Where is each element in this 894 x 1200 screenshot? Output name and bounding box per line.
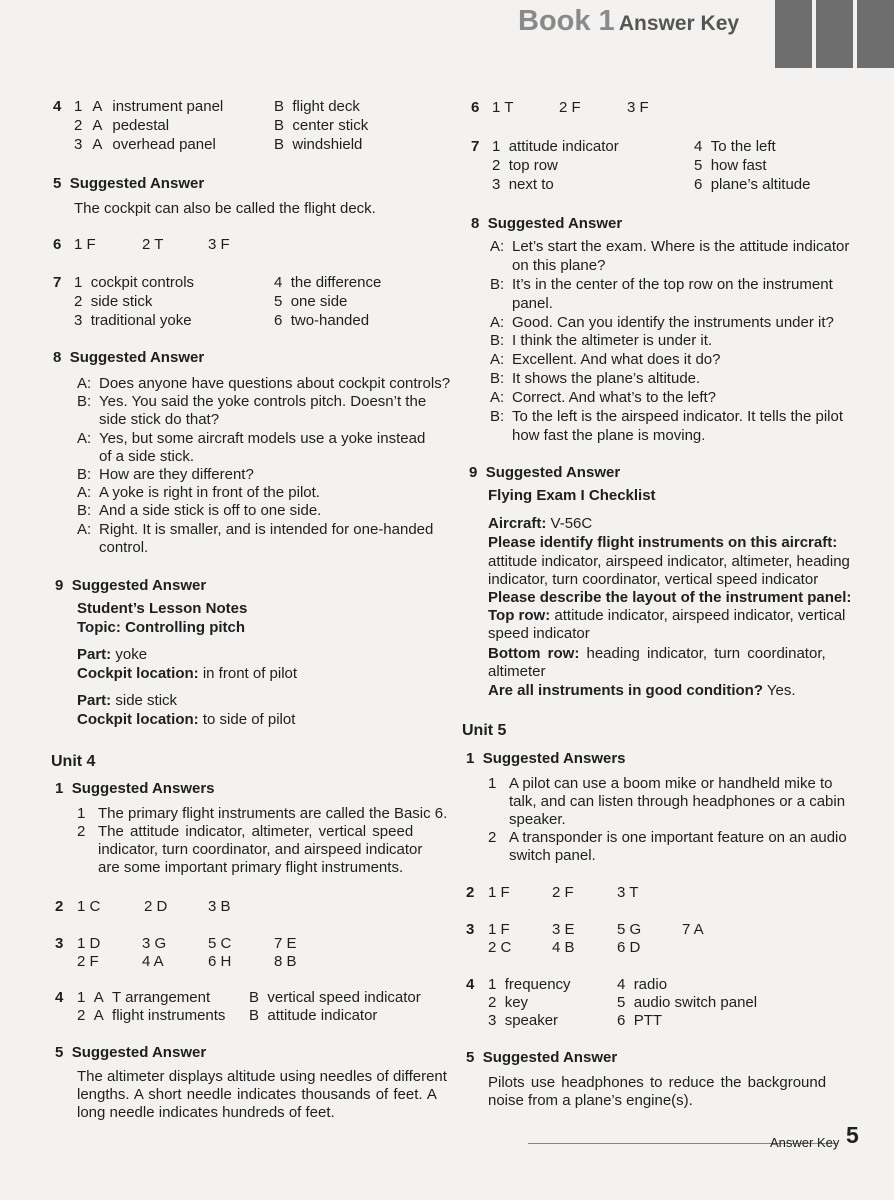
answer-text: noise from a plane’s engine(s). [488, 1092, 693, 1109]
dialogue-line: panel. [512, 294, 553, 312]
answer-row: B vertical speed indicator [249, 989, 421, 1006]
numbered-answer: 2 [488, 829, 497, 846]
answer-item: 1 D [77, 935, 101, 952]
section-heading: 9 Suggested Answer [469, 464, 621, 481]
answer-row: 6 plane’s altitude [694, 176, 811, 193]
notes-location: Cockpit location: to side of pilot [77, 711, 296, 728]
book-title: Book 1 [518, 5, 615, 37]
answer-row: 3 A overhead panel [74, 136, 216, 153]
dialogue-line: B: Yes. You said the yoke controls pitch. Doesn’t the [77, 393, 427, 411]
answer-row: 2 A flight instruments [77, 1007, 226, 1024]
answer-item: 3 F [208, 236, 230, 253]
answer-row: 5 how fast [694, 157, 767, 174]
notes-title: Student’s Lesson Notes [77, 600, 248, 617]
checklist-question: Please describe the layout of the instrument panel: [488, 589, 852, 606]
section-number: 2 [466, 884, 475, 901]
answer-item: 5 G [617, 921, 642, 938]
dialogue-line: A: Right. It is smaller, and is intended for one-handed [77, 520, 434, 538]
dialogue-line: B: I think the altimeter is under it. [490, 332, 713, 350]
answer-item: 3 B [208, 898, 231, 915]
answer-row: 1 attitude indicator [492, 138, 619, 155]
section-heading: 8 Suggested Answer [53, 349, 205, 366]
answer-item: 2 F [552, 884, 574, 901]
answer-text: The altimeter displays altitude using needles of different [77, 1068, 447, 1085]
section-number: 7 [471, 138, 480, 155]
checklist-answer: altimeter [488, 663, 546, 680]
section-number: 3 [55, 935, 64, 952]
section-number: 6 [471, 99, 480, 116]
section-heading: 5 Suggested Answer [55, 1044, 207, 1061]
answer-row: B center stick [274, 117, 369, 134]
checklist-question: Are all instruments in good condition? Yes. [488, 682, 796, 699]
answer-row: 4 the difference [274, 274, 382, 291]
answer-item: 2 T [142, 236, 164, 253]
dialogue-line: on this plane? [512, 256, 606, 274]
dialogue-line: A: Yes, but some aircraft models use a yoke instead [77, 429, 426, 447]
checklist-aircraft: Aircraft: V-56C [488, 515, 593, 532]
dialogue-line: B: It shows the plane’s altitude. [490, 370, 701, 388]
answer-item: 2 D [144, 898, 168, 915]
answer-row: 1 A T arrangement [77, 989, 211, 1006]
answer-row: B flight deck [274, 98, 360, 115]
numbered-answer: 2 [77, 823, 86, 840]
answer-item: 2 C [488, 939, 512, 956]
section-number: 2 [55, 898, 64, 915]
dialogue-line: control. [99, 538, 149, 556]
answer-text: switch panel. [509, 847, 596, 864]
checklist-answer: attitude indicator, airspeed indicator, altimeter, heading [488, 553, 850, 570]
dialogue [490, 238, 850, 446]
answer-item: 3 G [142, 935, 167, 952]
numbered-answer: 1 [488, 775, 497, 792]
answer-text: A transponder is one important feature on an audio [509, 829, 847, 846]
answer-text: Pilots use headphones to reduce the background [488, 1074, 827, 1091]
answer-item: 6 D [617, 939, 641, 956]
answer-row: 2 side stick [74, 293, 153, 310]
dialogue-line: B: And a side stick is off to one side. [77, 502, 322, 520]
answer-item: 1 C [77, 898, 101, 915]
answer-item: 7 A [682, 921, 704, 938]
answer-text: The cockpit can also be called the flight deck. [74, 200, 376, 217]
unit-title: Unit 5 [462, 722, 507, 739]
answer-row: 4 radio [617, 976, 668, 993]
answer-item: 4 A [142, 953, 164, 970]
section-number: 4 [53, 98, 62, 115]
answer-text: indicator, turn coordinator, and airspeed indicator [98, 841, 423, 858]
notes-location: Cockpit location: in front of pilot [77, 665, 298, 682]
answer-row: 1 A instrument panel [74, 98, 224, 115]
answer-text: The primary flight instruments are called the Basic 6. [98, 805, 448, 822]
answer-text: talk, and can listen through headphones or a cabin [509, 793, 846, 810]
answer-item: 4 B [552, 939, 575, 956]
answer-text: A pilot can use a boom mike or handheld mike to [509, 775, 833, 792]
answer-item: 8 B [274, 953, 297, 970]
page-number: 5 [846, 1122, 859, 1148]
section-number: 4 [55, 989, 64, 1006]
dialogue-line: A: Let’s start the exam. Where is the attitude indicator [490, 238, 850, 255]
answer-key-title: Answer Key [618, 12, 740, 35]
dialogue-line: A: Does anyone have questions about cockpit controls? [77, 375, 451, 392]
answer-row: 3 next to [492, 176, 554, 193]
answer-row: 4 To the left [694, 138, 776, 155]
checklist-answer: Top row: attitude indicator, airspeed indicator, vertical [488, 607, 846, 624]
answer-text: speaker. [509, 811, 566, 828]
section-heading: 8 Suggested Answer [471, 215, 623, 232]
answer-row: 1 frequency [488, 976, 571, 993]
answer-item: 2 F [77, 953, 99, 970]
notes-topic: Topic: Controlling pitch [77, 619, 246, 636]
dialogue-line: A: Excellent. And what does it do? [490, 351, 721, 369]
dialogue-line: side stick do that? [99, 411, 220, 429]
dialogue-line: how fast the plane is moving. [512, 426, 706, 444]
numbered-answer: 1 [77, 805, 86, 822]
dialogue-line: A: A yoke is right in front of the pilot. [77, 484, 320, 502]
answer-item: 3 F [627, 99, 649, 116]
header-tabs [771, 0, 894, 68]
answer-text: lengths. A short needle indicates thousands of feet. A [77, 1086, 437, 1103]
dialogue-line: of a side stick. [99, 447, 195, 465]
answer-row: B attitude indicator [249, 1007, 378, 1024]
answer-row: 2 top row [492, 157, 558, 174]
section-number: 6 [53, 236, 62, 253]
notes-part: Part: yoke [77, 646, 148, 663]
answer-row: 3 speaker [488, 1012, 559, 1029]
answer-text: are some important primary flight instruments. [98, 859, 404, 876]
answer-item: 6 H [208, 953, 232, 970]
answer-item: 5 C [208, 935, 232, 952]
answer-row: 5 audio switch panel [617, 994, 758, 1011]
checklist-question: Please identify flight instruments on this aircraft: [488, 534, 838, 551]
dialogue-line: A: Good. Can you identify the instruments under it? [490, 313, 834, 331]
answer-item: 1 F [488, 921, 510, 938]
section-heading: 9 Suggested Answer [55, 577, 207, 594]
answer-row: 2 key [488, 994, 529, 1011]
answer-item: 3 T [617, 884, 639, 901]
answer-row: 6 two-handed [274, 312, 370, 329]
checklist-answer: indicator, turn coordinator, vertical speed indicator [488, 571, 819, 588]
dialogue-line: B: How are they different? [77, 465, 254, 483]
dialogue [77, 375, 451, 557]
dialogue-line: B: To the left is the airspeed indicator. It tells the pilot [490, 408, 844, 426]
dialogue-line: A: Correct. And what’s to the left? [490, 389, 717, 407]
answer-row: B windshield [274, 136, 363, 153]
answer-row: 2 A pedestal [74, 117, 170, 134]
answer-item: 1 T [492, 99, 514, 116]
checklist-title: Flying Exam I Checklist [488, 487, 656, 504]
section-heading: 5 Suggested Answer [53, 175, 205, 192]
answer-row: 5 one side [274, 293, 348, 310]
checklist-answer: Bottom row: heading indicator, turn coordinator, [488, 645, 826, 662]
section-number: 3 [466, 921, 475, 938]
section-number: 4 [466, 976, 475, 993]
answer-item: 3 E [552, 921, 575, 938]
answer-row: 3 traditional yoke [74, 312, 192, 329]
answer-text: long needle indicates hundreds of feet. [77, 1104, 335, 1121]
footer-label: Answer Key [770, 1135, 840, 1150]
section-heading: 5 Suggested Answer [466, 1049, 618, 1066]
answer-item: 2 F [559, 99, 581, 116]
checklist-answer: speed indicator [488, 625, 590, 642]
section-number: 7 [53, 274, 62, 291]
page-header [518, 5, 740, 37]
answer-item: 1 F [488, 884, 510, 901]
section-heading: 1 Suggested Answers [55, 780, 215, 797]
dialogue-line: B: It’s in the center of the top row on the instrument [490, 275, 833, 293]
answer-text: The attitude indicator, altimeter, vertical speed [98, 823, 414, 840]
unit-title: Unit 4 [51, 753, 96, 770]
notes-part: Part: side stick [77, 692, 178, 709]
answer-row: 6 PTT [617, 1012, 663, 1029]
section-heading: 1 Suggested Answers [466, 750, 626, 767]
answer-item: 7 E [274, 935, 297, 952]
answer-row: 1 cockpit controls [74, 274, 195, 291]
answer-item: 1 F [74, 236, 96, 253]
